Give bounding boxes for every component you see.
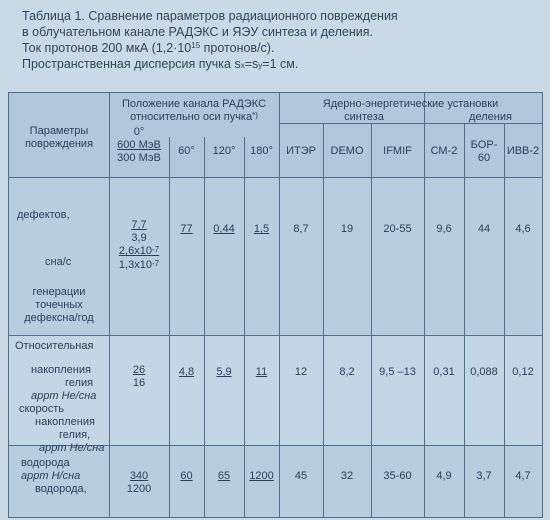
row2-60: 4,8	[178, 366, 195, 378]
header-col-demo: DEMO	[330, 145, 364, 157]
row1-180: 1,5	[253, 223, 270, 235]
row1-bor60: 44	[477, 223, 491, 235]
header-col-0deg: 0°	[133, 126, 145, 138]
row3-0deg-bottom: 1200	[126, 483, 152, 495]
table-caption	[22, 8, 542, 72]
row1-0deg-bottom: 3,9	[131, 232, 147, 244]
caption-line-4-sub-x: x	[240, 61, 245, 70]
row3-180: 1200	[249, 470, 274, 482]
header-col-0deg-300: 300 МэВ	[117, 152, 161, 164]
row3-iter: 45	[294, 470, 308, 482]
row1-0deg-rate-top-exp: -7	[151, 245, 160, 254]
col-divider-0deg	[169, 137, 170, 517]
row1-iter: 8,7	[293, 223, 309, 235]
row2-0deg-bottom: 16	[132, 377, 146, 389]
header-col-ivv2: ИВВ-2	[506, 145, 540, 157]
row1-label-gen1: генерации	[32, 286, 86, 298]
header-col-120: 120°	[212, 145, 236, 157]
header-params-1: Параметры	[29, 125, 89, 137]
row2-ivv2: 0,12	[512, 366, 534, 378]
row3-label-2: appm H/сна	[21, 470, 81, 482]
row1-ivv2: 4,6	[515, 223, 531, 235]
header-col-bor60-2: 60	[477, 152, 491, 164]
row2-demo: 8,2	[339, 366, 355, 378]
caption-line-4-mid: =s	[244, 57, 259, 71]
row2-label-3: гелия	[65, 377, 94, 389]
row2-sm2: 0,31	[433, 366, 455, 378]
caption-line-4	[22, 56, 542, 72]
row1-0deg-top: 7,7	[131, 219, 147, 231]
header-col-180: 180°	[250, 145, 273, 157]
row1-0deg-rate-top-mantissa: 2,6x10	[118, 245, 152, 257]
row1-ifmif: 20-55	[383, 223, 412, 235]
caption-line-4-text: Пространственная дисперсия пучка s	[22, 57, 241, 71]
row2-120: 5,9	[216, 366, 232, 378]
row3-sm2: 4,9	[436, 470, 452, 482]
row2-label-8: appm He/сна	[39, 442, 105, 454]
row2-label-5: скорость	[19, 403, 65, 415]
row3-bor60: 3,7	[476, 470, 492, 482]
header-bottom-line	[9, 177, 542, 178]
row3-demo: 32	[340, 470, 354, 482]
row2-label-2: накопления	[31, 364, 91, 376]
header-col-iter: ИТЭР	[286, 145, 316, 157]
row3-0deg-top: 340	[129, 470, 149, 482]
row1-0deg-rate-top	[109, 245, 169, 258]
row3-ivv2: 4,7	[515, 470, 531, 482]
header-channel-group-sup: *)	[252, 111, 258, 120]
caption-line-4-sub-y: y	[258, 61, 263, 70]
row1-sm2: 9,6	[436, 223, 452, 235]
row1-bottom-line	[9, 335, 542, 336]
comparison-table	[8, 92, 543, 518]
row1-label-defects: дефектов,	[17, 209, 70, 221]
row3-label-3: водорода,	[35, 483, 87, 495]
row1-0deg-rate-bottom	[109, 259, 169, 272]
header-channel-group-2-text: относительно оси пучка	[130, 111, 253, 123]
header-fission: деления	[469, 111, 512, 123]
row3-120: 65	[217, 470, 231, 482]
header-channel-group-2	[109, 111, 279, 124]
row2-label-4: appm He/сна	[31, 390, 97, 402]
row3-label-1: водорода	[21, 457, 70, 469]
header-col-ifmif: IFMIF	[383, 145, 412, 157]
caption-line-3	[22, 40, 542, 56]
caption-line-1: Таблица 1. Сравнение параметров радиационного повреждения	[22, 9, 398, 23]
header-col-bor60-1: БОР-	[470, 139, 498, 151]
row1-label-gen3: дефексна/год	[24, 312, 94, 324]
row3-60: 60	[180, 470, 193, 482]
col-divider-iter	[323, 123, 324, 517]
row1-demo: 19	[340, 223, 354, 235]
row1-60: 77	[180, 223, 193, 235]
row3-ifmif: 35-60	[383, 470, 412, 482]
row1-120: 0,44	[213, 223, 235, 235]
row1-0deg-rate-bottom-mantissa: 1,3x10	[118, 259, 152, 271]
col-divider-demo	[371, 123, 372, 517]
col-divider-bor60	[504, 123, 505, 517]
caption-line-4-tail: =1 см.	[262, 57, 299, 71]
col-divider-120	[244, 137, 245, 517]
caption-line-3-exponent: 15	[191, 41, 201, 50]
header-col-sm2: СМ-2	[430, 145, 458, 157]
row1-label-sna: сна/с	[45, 256, 72, 268]
caption-line-2: в облучательном канале РАДЭКС и ЯЭУ синтеза и деления.	[22, 25, 373, 39]
row2-180: 11	[255, 366, 268, 378]
caption-line-3-tail: протонов/с).	[200, 41, 275, 55]
header-params-2: повреждения	[24, 138, 94, 150]
caption-line-3-text: Ток протонов 200 мкА (1,2·10	[22, 41, 192, 55]
header-fusion: синтеза	[344, 111, 384, 123]
row2-ifmif: 9,5 –13	[379, 366, 416, 378]
col-divider-sm2	[464, 123, 465, 517]
row2-label-6: накопления	[35, 416, 95, 428]
row2-bor60: 0,088	[470, 366, 498, 378]
row2-0deg-top: 26	[132, 364, 146, 376]
header-col-0deg-600: 600 МэВ	[117, 139, 161, 151]
row2-iter: 12	[294, 366, 308, 378]
row1-label-gen2: точечных	[35, 299, 83, 311]
col-divider-60	[204, 137, 205, 517]
header-channel-group-1: Положение канала РАДЭКС	[121, 98, 267, 110]
header-col-60: 60°	[178, 145, 195, 157]
header-reactor-group: Ядерно-энергетические установки	[322, 98, 499, 110]
row2-label-1: Относительная	[15, 340, 94, 352]
row1-0deg-rate-bottom-exp: -7	[151, 259, 160, 268]
row2-label-7: гелия,	[59, 429, 91, 441]
